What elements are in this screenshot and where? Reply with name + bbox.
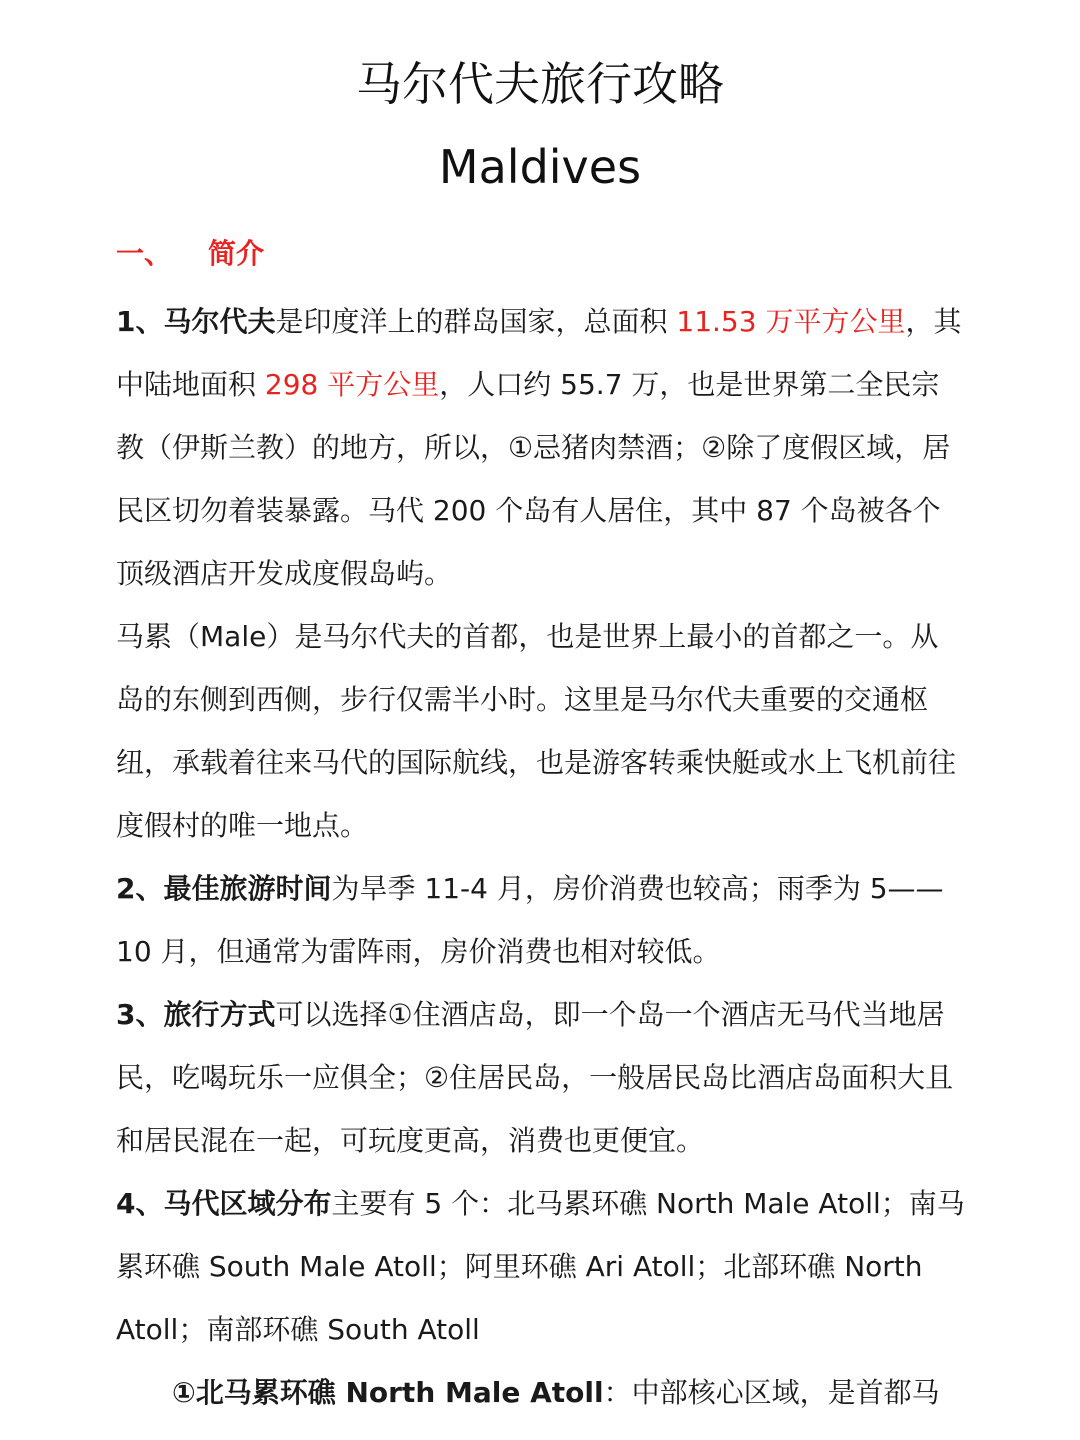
paragraph-text: 可以选择①住酒店岛，即一个岛一个酒店无马代当地居民，吃喝玩乐一应俱全；②住居民岛，一般居民岛比酒店岛面积大且和居民混在一起，可玩度更高，消费也更便宜。 — [116, 998, 954, 1157]
paragraph-lead: 2、最佳旅游时间 — [116, 872, 332, 905]
paragraph-travel-mode — [116, 983, 966, 1172]
highlight-land-area: 298 平方公里 — [264, 368, 440, 401]
paragraph-regions — [116, 1172, 966, 1361]
paragraph-text: 主要有 5 个：北马累环礁 North Male Atoll；南马累环礁 South Male Atoll；阿里环礁 Ari Atoll；北部环礁 North Atoll；南部环礁 South Atoll — [116, 1187, 965, 1346]
paragraph-text: ：中部核心区域，是首都马 — [603, 1376, 940, 1409]
section-number: 一、 — [116, 237, 173, 270]
highlight-total-area: 11.53 万平方公里 — [676, 305, 906, 338]
document-body — [116, 290, 966, 1424]
paragraph-text: ，人口约 55.7 万，也是世界第二全民宗教（伊斯兰教）的地方，所以，①忌猪肉禁酒；②除了度假区域，居民区切勿着装暴露。马代 200 个岛有人居住，其中 87 个岛被各个顶级酒店开发成度假岛屿。 — [116, 368, 951, 590]
paragraph-lead: 3、旅行方式 — [116, 998, 276, 1031]
section-heading-intro — [116, 232, 264, 272]
paragraph-lead: ①北马累环礁 North Male Atoll — [172, 1376, 604, 1409]
paragraph-lead: 1、马尔代夫 — [116, 305, 276, 338]
paragraph-overview — [116, 290, 966, 605]
page-title-english: Maldives — [438, 140, 642, 194]
paragraph-text: 为旱季 11-4 月，房价消费也较高；雨季为 5——10 月，但通常为雷阵雨，房价消费也相对较低。 — [116, 872, 944, 968]
section-label: 简介 — [208, 237, 265, 270]
paragraph-text: 是印度洋上的群岛国家，总面积 — [275, 305, 677, 338]
paragraph-north-male — [116, 1361, 966, 1424]
paragraph-male-capital: 马累（Male）是马尔代夫的首都，也是世界上最小的首都之一。从岛的东侧到西侧，步行仅需半小时。这里是马尔代夫重要的交通枢纽，承载着往来马代的国际航线，也是游客转乘快艇或水上飞机前往度假村的唯一地点。 — [116, 620, 957, 842]
paragraph-text: ，其中陆地面积 — [116, 305, 962, 401]
paragraph-lead: 4、马代区域分布 — [116, 1187, 332, 1220]
paragraph-best-time — [116, 857, 966, 983]
page-title-chinese: 马尔代夫旅行攻略 — [356, 57, 724, 111]
